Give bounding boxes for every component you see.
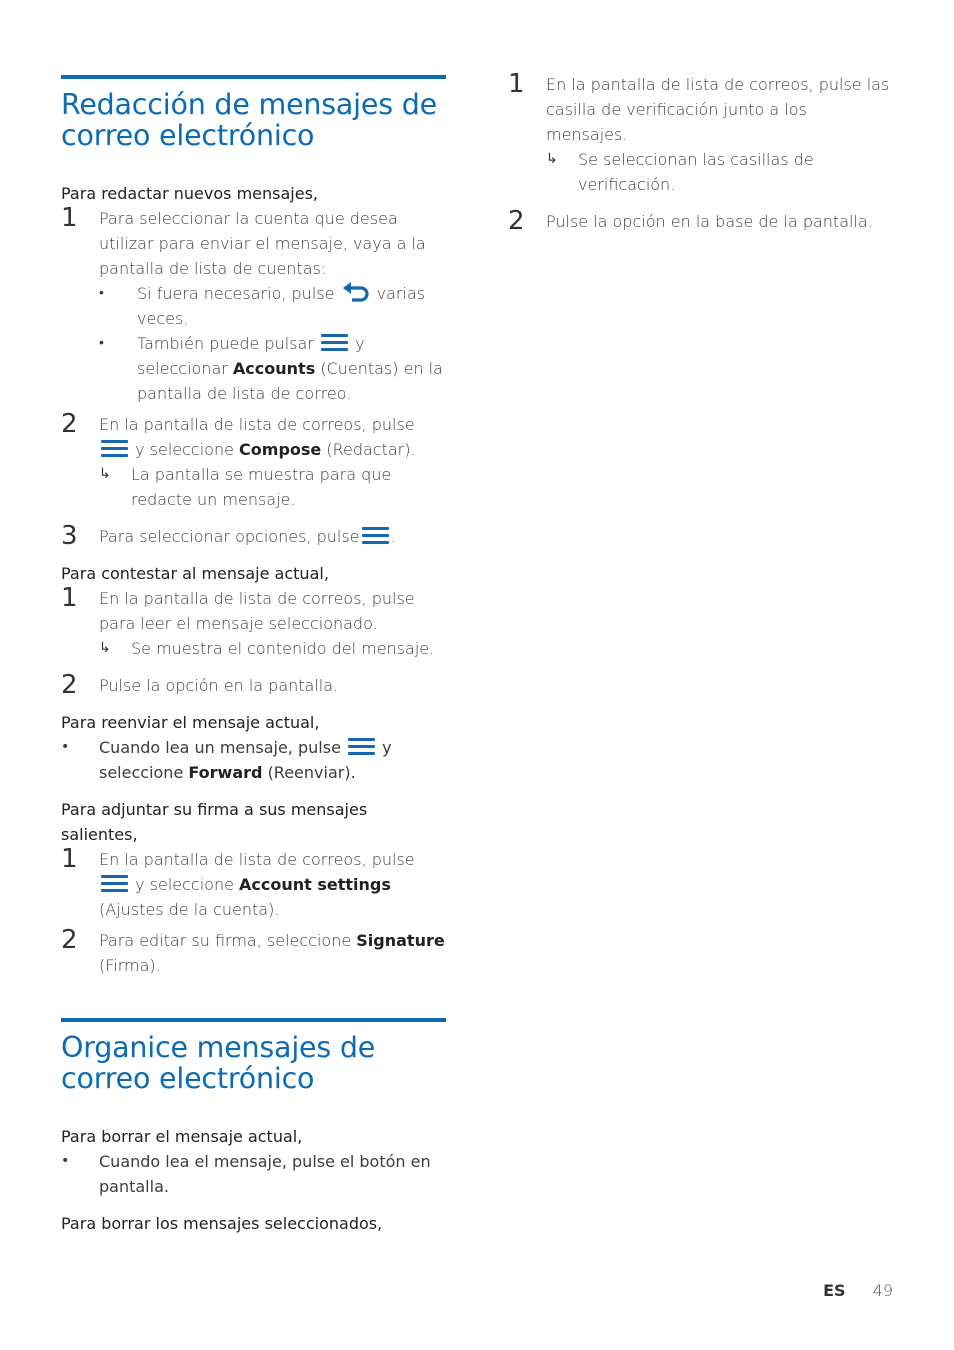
delete-current-heading: Para borrar el mensaje actual,	[61, 1127, 303, 1146]
step-result	[546, 147, 893, 197]
step-text: Para seleccionar opciones, pulse	[99, 527, 360, 546]
step-text: En la pantalla de lista de correos, pulse las casilla de verificación junto a los mensajes.	[546, 75, 890, 144]
bullet-text: También puede pulsar	[137, 334, 314, 353]
ui-label-signature: Signature	[356, 931, 445, 950]
result-text: Se seleccionan las casillas de verificación.	[578, 150, 814, 194]
step-text: Pulse la opción en la base de la pantalla.	[546, 212, 873, 231]
step-number: 2	[61, 670, 78, 700]
result-arrow-icon: ↳	[546, 151, 558, 167]
bullet-text: Cuando lea el mensaje, pulse el botón en pantalla.	[99, 1152, 431, 1196]
step-text: (Ajustes de la cuenta).	[99, 900, 280, 919]
forward-heading: Para reenviar el mensaje actual,	[61, 713, 320, 732]
section-rule	[61, 75, 446, 79]
compose-step-1-bullets	[61, 281, 446, 406]
delete-selected-step-1	[508, 69, 893, 197]
step-text: En la pantalla de lista de correos, pulse	[99, 415, 415, 434]
result-text: La pantalla se muestra para que redacte un mensaje.	[131, 465, 392, 509]
step-text: (Redactar).	[326, 440, 416, 459]
bullet-dot: •	[61, 1153, 70, 1169]
section-rule	[61, 1018, 446, 1022]
bullet-text: Si fuera necesario, pulse	[137, 284, 335, 303]
left-column	[61, 75, 446, 1236]
ui-label-compose: Compose	[239, 440, 322, 459]
step-result	[99, 462, 446, 512]
list-item	[99, 281, 446, 331]
compose-step-2	[61, 409, 446, 512]
result-arrow-icon: ↳	[99, 466, 111, 482]
section-title-compose: Redacción de mensajes de correo electrónico	[61, 88, 437, 152]
compose-heading: Para redactar nuevos mensajes,	[61, 184, 318, 203]
bullet-text: (Cuentas) en la pantalla de lista de correo.	[137, 359, 443, 403]
signature-step-1	[61, 844, 446, 922]
step-text: En la pantalla de lista de correos, pulse	[99, 850, 415, 869]
bullet-dot: •	[61, 739, 70, 755]
step-text: Para editar su firma, seleccione	[99, 931, 352, 950]
step-number: 2	[61, 409, 78, 439]
step-number: 1	[61, 203, 78, 233]
bullet-text: y seleccione	[99, 738, 392, 782]
delete-current-bullet	[61, 1149, 446, 1199]
step-number: 2	[508, 206, 525, 236]
menu-icon	[101, 440, 128, 457]
bullet-text: varias veces.	[137, 284, 426, 328]
bullet-text: y seleccionar	[137, 334, 365, 378]
reply-heading: Para contestar al mensaje actual,	[61, 564, 329, 583]
signature-step-2	[61, 925, 446, 978]
language-code: ES	[823, 1281, 846, 1300]
step-number: 1	[61, 583, 78, 613]
step-text: .	[390, 527, 396, 546]
ui-label-account-settings: Account settings	[239, 875, 391, 894]
step-result	[99, 636, 446, 661]
step-text: (Firma).	[99, 956, 161, 975]
page-number: 49	[872, 1281, 893, 1300]
step-text: Para seleccionar la cuenta que desea utilizar para enviar el mensaje, vaya a la pantalla de lista de cuentas:	[99, 209, 426, 278]
step-text: y seleccione	[135, 440, 234, 459]
step-text: y seleccione	[135, 875, 234, 894]
step-number: 1	[61, 844, 78, 874]
compose-step-1	[61, 203, 446, 281]
menu-icon	[321, 334, 348, 351]
ui-label-forward: Forward	[188, 763, 263, 782]
back-icon	[342, 282, 370, 302]
bullet-text: (Reenviar).	[267, 763, 356, 782]
list-item	[99, 331, 446, 406]
step-text: En la pantalla de lista de correos, pulse para leer el mensaje seleccionado.	[99, 589, 415, 633]
section-title-organize: Organice mensajes de correo electrónico	[61, 1031, 376, 1095]
step-number: 2	[61, 925, 78, 955]
menu-icon	[348, 738, 375, 755]
result-arrow-icon: ↳	[99, 640, 111, 656]
compose-step-3	[61, 521, 446, 551]
step-text: Pulse la opción en la pantalla.	[99, 676, 339, 695]
delete-selected-step-2	[508, 206, 893, 236]
right-column	[508, 69, 893, 236]
reply-step-1	[61, 583, 446, 661]
bullet-dot: •	[99, 335, 104, 351]
menu-icon	[101, 875, 128, 892]
ui-label-accounts: Accounts	[232, 359, 316, 378]
step-number: 1	[508, 69, 525, 99]
forward-bullet	[61, 735, 446, 785]
bullet-dot: •	[99, 285, 104, 301]
delete-selected-heading: Para borrar los mensajes seleccionados,	[61, 1214, 383, 1233]
step-number: 3	[61, 521, 78, 551]
bullet-text: Cuando lea un mensaje, pulse	[99, 738, 341, 757]
signature-heading: Para adjuntar su firma a sus mensajes salientes,	[61, 800, 368, 844]
reply-step-2	[61, 670, 446, 700]
menu-icon	[362, 527, 389, 544]
page-footer	[823, 1281, 893, 1300]
result-text: Se muestra el contenido del mensaje.	[131, 639, 435, 658]
